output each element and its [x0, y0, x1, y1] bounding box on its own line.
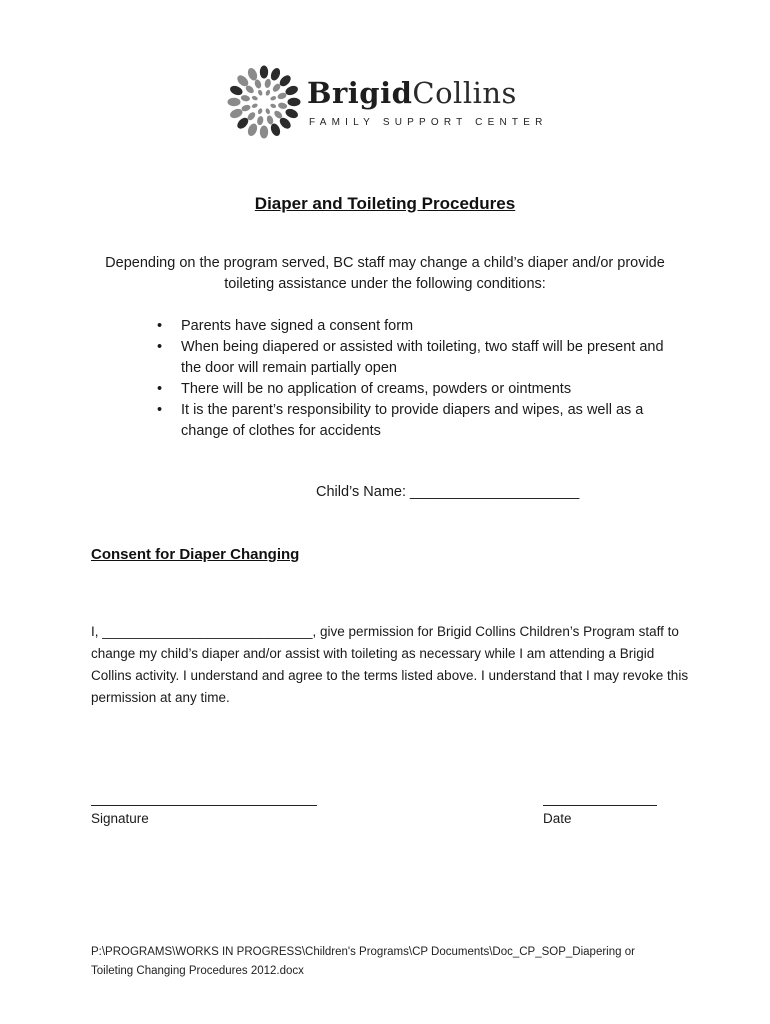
list-item — [156, 379, 676, 400]
logo-brand-second: Collins — [412, 76, 517, 110]
child-name-field[interactable]: Child’s Name: _____________________ — [316, 484, 580, 500]
logo-petal — [251, 95, 258, 101]
logo-brand-first: Brigid — [307, 76, 413, 110]
list-item-text: There will be no application of creams, powders or ointments — [181, 381, 572, 397]
bullet-icon: • — [157, 318, 163, 334]
logo-petal — [251, 103, 258, 109]
page-title: Diaper and Toileting Procedures — [254, 194, 516, 213]
bullet-icon: • — [157, 339, 163, 355]
logo-petal — [284, 107, 299, 120]
intro-paragraph: Depending on the program served, BC staff may change a child’s diaper and/or provide toileting assistance under the following conditions: — [105, 255, 665, 292]
list-item-text: It is the parent’s responsibility to provide diapers and wipes, as well as a change of clothes for accidents — [181, 402, 644, 439]
logo-petal — [240, 94, 250, 102]
logo-petal — [228, 98, 241, 106]
brigid-collins-logo — [224, 62, 548, 142]
bullet-icon: • — [157, 402, 163, 418]
signature-label: Signature — [91, 811, 149, 826]
logo-petal — [257, 89, 263, 96]
signature-line[interactable] — [91, 805, 317, 806]
list-item — [156, 316, 676, 337]
logo-petal — [270, 103, 277, 109]
footer-line-1: P:\PROGRAMS\WORKS IN PROGRESS\Children's Programs\CP Documents\Doc_CP_SOP_Diapering or — [91, 946, 635, 958]
consent-text: I, ____________________________, give permission for Brigid Collins Children’s Program staff to change my child’s diaper and/or assist with toileting as necessary while I am attending a Brigid Collins activity. I understand and agree to the terms listed above. I understand that I may revoke this permission at any time. — [91, 624, 689, 705]
list-item — [156, 400, 676, 442]
footer-line-2: Toileting Changing Procedures 2012.docx — [91, 965, 304, 977]
logo-petal — [270, 95, 277, 101]
file-path-footer — [91, 943, 711, 981]
sunburst-logo-icon — [224, 62, 304, 142]
logo-petal — [265, 108, 271, 115]
logo-petal — [264, 78, 272, 88]
logo-petal — [260, 126, 268, 139]
list-item-text: Parents have signed a consent form — [181, 318, 414, 334]
logo-petal — [260, 66, 268, 79]
logo-tagline: FAMILY SUPPORT CENTER — [309, 117, 548, 128]
logo-brand-name — [307, 76, 517, 110]
logo-petal — [257, 108, 263, 115]
consent-paragraph — [91, 621, 691, 709]
bullet-icon: • — [157, 381, 163, 397]
logo-petal — [265, 89, 271, 96]
logo-petal — [269, 67, 282, 82]
logo-petal — [278, 102, 288, 110]
logo-petal — [246, 122, 259, 137]
logo-petal — [288, 98, 301, 106]
consent-heading: Consent for Diaper Changing — [91, 546, 300, 563]
logo-petal — [229, 84, 244, 97]
date-line[interactable] — [543, 805, 657, 806]
date-label: Date — [543, 811, 572, 826]
list-item — [156, 337, 676, 379]
conditions-list — [156, 316, 676, 442]
logo-petal — [256, 116, 264, 126]
list-item-text: When being diapered or assisted with toileting, two staff will be present and the door will remain partially open — [181, 339, 664, 376]
